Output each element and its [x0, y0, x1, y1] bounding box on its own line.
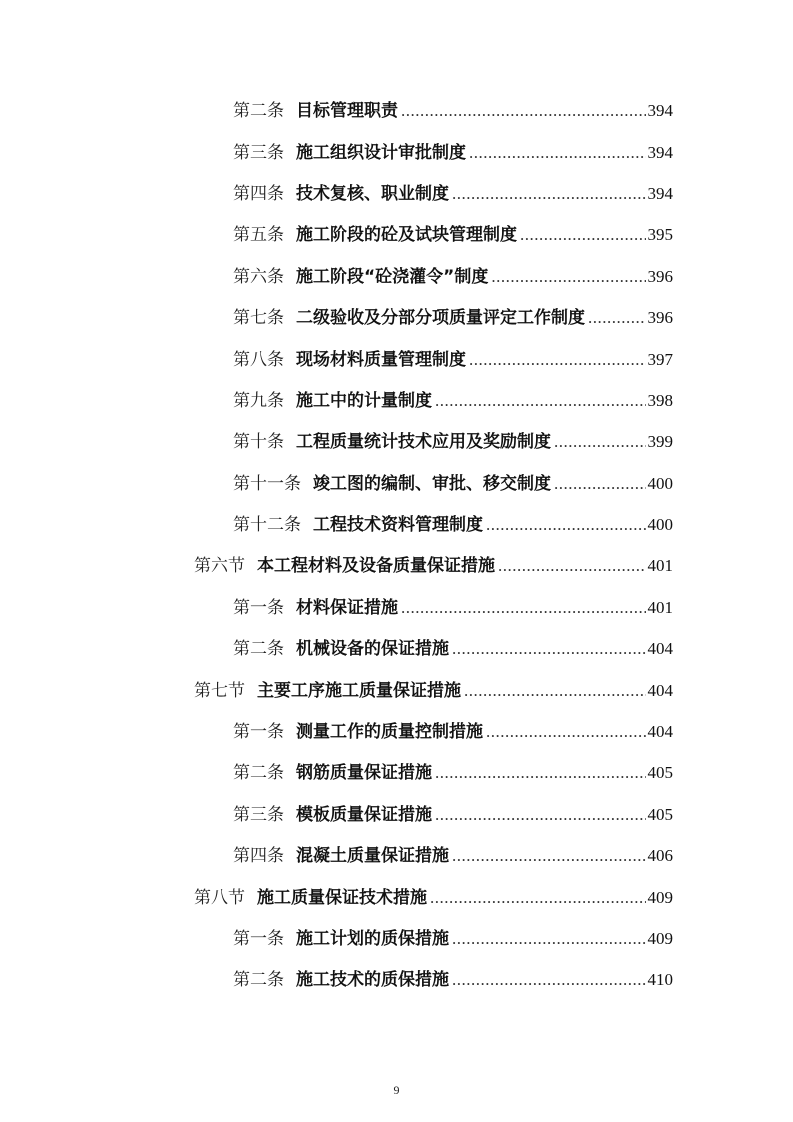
- toc-entry[interactable]: [0, 626, 793, 667]
- toc-entry-page: 400: [647, 473, 673, 493]
- toc-entry-title: 技术复核、职业制度: [296, 183, 449, 204]
- toc-entry-title: 施工阶段“砼浇灌令”制度: [296, 266, 489, 287]
- toc-entry-number: 第八节: [194, 887, 245, 908]
- dot-leader: [464, 681, 646, 701]
- dot-leader: [452, 184, 646, 204]
- toc-entry-number: 第六条: [233, 266, 284, 287]
- toc-entry-page: 396: [647, 266, 673, 286]
- toc-entry[interactable]: [0, 171, 793, 212]
- dot-leader: [469, 143, 646, 163]
- dot-leader: [452, 929, 646, 949]
- toc-entry[interactable]: [0, 874, 793, 915]
- toc-entry[interactable]: [0, 667, 793, 708]
- toc-entry-title: 目标管理职责: [296, 101, 398, 122]
- toc-entry[interactable]: [0, 419, 793, 460]
- toc-entry-title: 施工组织设计审批制度: [296, 142, 466, 163]
- toc-entry[interactable]: [0, 502, 793, 543]
- toc-entry-page: 394: [647, 183, 673, 203]
- dot-leader: [435, 391, 646, 411]
- toc-entry-page: 406: [647, 846, 673, 866]
- toc-entry[interactable]: [0, 378, 793, 419]
- toc-entry-page: 400: [647, 515, 673, 535]
- toc-entry[interactable]: [0, 585, 793, 626]
- toc-entry-number: 第八条: [233, 349, 284, 370]
- dot-leader: [486, 515, 646, 535]
- toc-entry-title: 主要工序施工质量保证措施: [257, 680, 461, 701]
- toc-entry-page: 409: [647, 887, 673, 907]
- toc-entry-title: 测量工作的质量控制措施: [296, 722, 483, 743]
- toc-entry-number: 第十二条: [233, 515, 301, 536]
- toc-entry-number: 第二条: [233, 639, 284, 660]
- toc-entry[interactable]: [0, 916, 793, 957]
- toc-entry-title: 现场材料质量管理制度: [296, 349, 466, 370]
- toc-entry-title: 混凝土质量保证措施: [296, 846, 449, 867]
- toc-entry[interactable]: [0, 750, 793, 791]
- toc-entry[interactable]: [0, 833, 793, 874]
- toc-entry-page: 405: [647, 804, 673, 824]
- toc-entry-page: 397: [647, 349, 673, 369]
- dot-leader: [486, 722, 646, 742]
- toc-entry-title: 钢筋质量保证措施: [296, 763, 432, 784]
- dot-leader: [452, 970, 646, 990]
- toc-entry[interactable]: [0, 336, 793, 377]
- dot-leader: [401, 598, 646, 618]
- toc-entry-number: 第十条: [233, 432, 284, 453]
- toc-entry[interactable]: [0, 461, 793, 502]
- toc-entry-number: 第一条: [233, 597, 284, 618]
- toc-entry-page: 394: [647, 142, 673, 162]
- dot-leader: [452, 846, 646, 866]
- toc-entry-number: 第一条: [233, 929, 284, 949]
- toc-entry-number: 第一条: [233, 722, 284, 743]
- toc-entry-number: 第七条: [233, 308, 284, 329]
- toc-entry-title: 本工程材料及设备质量保证措施: [257, 556, 495, 577]
- toc-entry[interactable]: [0, 295, 793, 336]
- toc-entry-title: 施工技术的质保措施: [296, 970, 449, 991]
- toc-entry-page: 404: [647, 722, 673, 742]
- dot-leader: [554, 474, 646, 494]
- toc-entry-page: 398: [647, 390, 673, 410]
- toc-entry-title: 施工中的计量制度: [296, 390, 432, 411]
- toc-entry[interactable]: [0, 957, 793, 998]
- dot-leader: [435, 805, 646, 825]
- toc-entry[interactable]: [0, 88, 793, 129]
- toc-entry-number: 第二条: [233, 763, 284, 784]
- dot-leader: [401, 101, 646, 121]
- toc-entry-page: 409: [647, 929, 673, 948]
- toc-entry-number: 第六节: [194, 556, 245, 577]
- toc-entry-title: 二级验收及分部分项质量评定工作制度: [296, 308, 585, 329]
- dot-leader: [498, 556, 646, 576]
- toc-entry-number: 第四条: [233, 183, 284, 204]
- toc-entry-title: 施工质量保证技术措施: [257, 887, 427, 908]
- toc-entry-page: 410: [647, 970, 673, 990]
- table-of-contents: [0, 88, 793, 999]
- toc-entry-number: 第七节: [194, 680, 245, 701]
- toc-entry[interactable]: [0, 792, 793, 833]
- toc-entry-number: 第二条: [233, 101, 284, 122]
- toc-entry-page: 394: [647, 101, 673, 121]
- dot-leader: [452, 639, 646, 659]
- toc-entry[interactable]: [0, 129, 793, 170]
- dot-leader: [435, 763, 646, 783]
- dot-leader: [520, 225, 646, 245]
- toc-entry[interactable]: [0, 254, 793, 295]
- toc-entry[interactable]: [0, 212, 793, 253]
- toc-entry-number: 第三条: [233, 804, 284, 825]
- toc-entry-page: 396: [647, 308, 673, 328]
- toc-entry-page: 401: [647, 597, 673, 617]
- toc-entry-page: 404: [647, 680, 673, 700]
- dot-leader: [469, 350, 646, 370]
- toc-entry-number: 第五条: [233, 225, 284, 246]
- toc-entry-title: 施工计划的质保措施: [296, 929, 449, 949]
- toc-entry[interactable]: [0, 709, 793, 750]
- dot-leader: [588, 308, 646, 328]
- toc-entry-title: 竣工图的编制、审批、移交制度: [313, 473, 551, 494]
- toc-entry-page: 399: [647, 432, 673, 452]
- toc-entry-title: 工程质量统计技术应用及奖励制度: [296, 432, 551, 453]
- toc-entry-number: 第十一条: [233, 473, 301, 494]
- toc-entry-title: 工程技术资料管理制度: [313, 515, 483, 536]
- toc-entry-title: 施工阶段的砼及试块管理制度: [296, 225, 517, 246]
- dot-leader: [430, 888, 646, 908]
- toc-entry-title: 机械设备的保证措施: [296, 639, 449, 660]
- toc-entry-number: 第九条: [233, 390, 284, 411]
- toc-entry-page: 401: [647, 556, 673, 576]
- page-number: 9: [393, 1083, 400, 1097]
- toc-entry-number: 第四条: [233, 846, 284, 867]
- dot-leader: [554, 432, 646, 452]
- toc-entry-page: 404: [647, 639, 673, 659]
- toc-entry-number: 第三条: [233, 142, 284, 163]
- toc-entry-title: 模板质量保证措施: [296, 804, 432, 825]
- toc-entry-page: 395: [647, 225, 673, 245]
- toc-entry-page: 405: [647, 763, 673, 783]
- toc-entry[interactable]: [0, 543, 793, 584]
- toc-entry-number: 第二条: [233, 970, 284, 991]
- dot-leader: [491, 267, 645, 287]
- toc-entry-title: 材料保证措施: [296, 597, 398, 618]
